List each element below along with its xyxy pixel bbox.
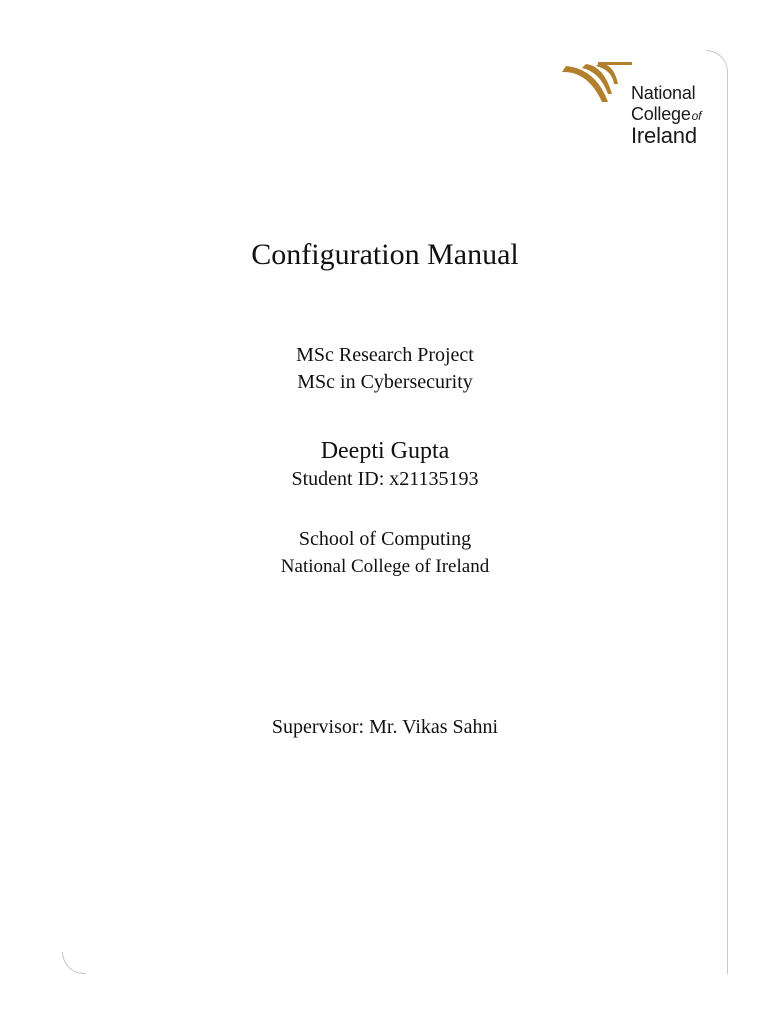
logo-text-college <box>631 105 701 123</box>
document-title: Configuration Manual <box>251 238 519 271</box>
logo-text-ireland: Ireland <box>631 123 697 148</box>
supervisor-name: Supervisor: Mr. Vikas Sahni <box>271 716 499 738</box>
college-logo <box>562 62 712 152</box>
logo-wordmark <box>631 84 701 147</box>
student-id: Student ID: x21135193 <box>291 468 479 490</box>
page-edge-right <box>727 72 728 974</box>
author-name: Deepti Gupta <box>320 438 450 464</box>
college-name: National College of Ireland <box>280 556 490 577</box>
school-name: School of Computing <box>298 528 472 550</box>
logo-text-college-word: College <box>631 104 691 124</box>
programme-name: MSc in Cybersecurity <box>297 371 473 393</box>
page-corner-bottom-left <box>62 952 86 974</box>
logo-text-of: of <box>691 109 702 123</box>
logo-text-national: National <box>631 83 696 103</box>
nci-wave-logo-icon <box>562 62 634 104</box>
project-name: MSc Research Project <box>296 344 474 366</box>
